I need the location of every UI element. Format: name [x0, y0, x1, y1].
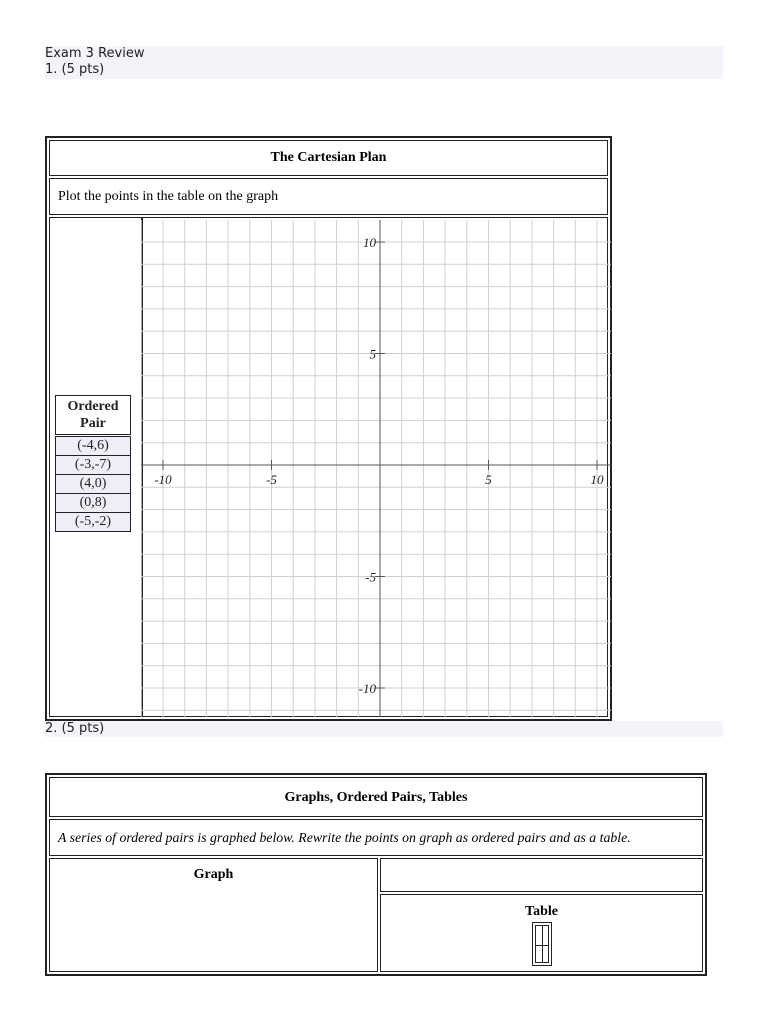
table-row: (-3,-7): [56, 456, 131, 475]
exam-header: [45, 46, 723, 79]
x-tick-label: -10: [154, 472, 172, 487]
y-tick-label: -5: [365, 569, 376, 585]
question-2-label: 2. (5 pts): [45, 721, 105, 736]
y-tick-label: -10: [358, 681, 376, 696]
table-row: (0,8): [56, 494, 131, 513]
q1-title-row: [49, 140, 608, 176]
q2-instruction-row: [49, 819, 703, 856]
x-tick-label: -5: [266, 472, 277, 487]
q2-table-cell: [380, 894, 703, 972]
q2-instruction: A series of ordered pairs is graphed below. Rewrite the points on graph as ordered pairs and as a table.: [58, 830, 631, 845]
q2-table-label: Table: [525, 904, 558, 919]
q2-graph-label: Graph: [193, 867, 234, 882]
q1-instruction-row: [49, 178, 608, 215]
y-tick-label: 5: [369, 346, 376, 362]
q2-title: Graphs, Ordered Pairs, Tables: [284, 790, 468, 805]
table-row: (4,0): [56, 475, 131, 494]
cartesian-grid[interactable]: [141, 220, 611, 717]
ordered-pair-table: [55, 395, 131, 532]
x-tick-label: 10: [590, 472, 604, 487]
table-row: (-4,6): [56, 436, 131, 456]
x-tick-label: 5: [485, 472, 492, 487]
question-1-label: 1. (5 pts): [45, 62, 105, 77]
table-row: (-5,-2): [56, 513, 131, 532]
question-2-band: [45, 721, 723, 737]
q2-empty-cell: [380, 858, 703, 892]
q2-title-row: [49, 777, 703, 817]
y-tick-label: 10: [363, 235, 376, 250]
q2-graph-cell: [49, 858, 378, 972]
q1-title: The Cartesian Plan: [270, 150, 387, 165]
q2-box: [45, 773, 707, 976]
q2-mini-table: [532, 922, 552, 966]
q1-instruction: Plot the points in the table on the graph: [58, 189, 279, 204]
ordered-pair-header: Ordered Pair: [56, 396, 131, 436]
exam-title: Exam 3 Review: [45, 46, 145, 61]
